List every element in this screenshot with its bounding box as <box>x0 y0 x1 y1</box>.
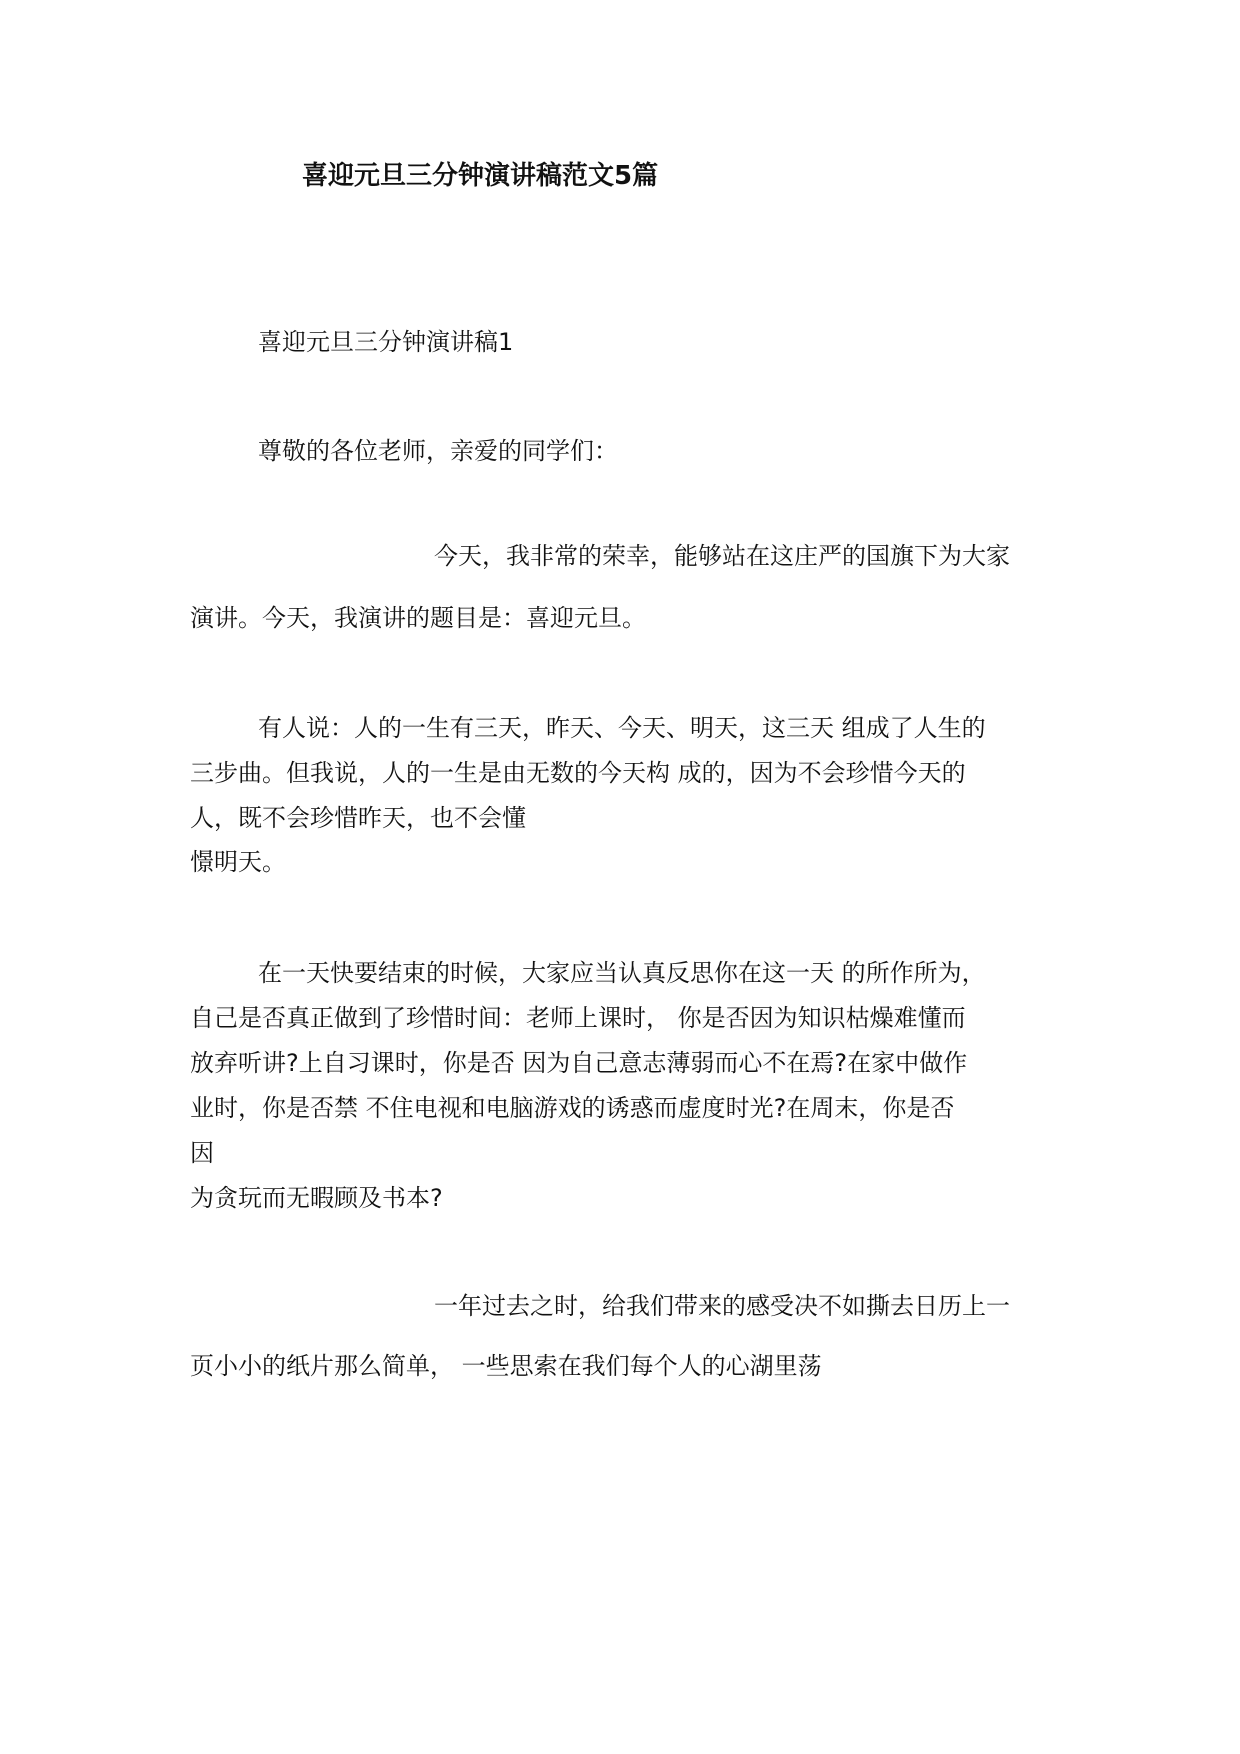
paragraph-line: 业时，你是否禁 不住电视和电脑游戏的诱惑而虚度时光?在周末，你是否 <box>190 1094 955 1122</box>
paragraph-line: 为贪玩而无暇顾及书本? <box>190 1184 443 1212</box>
paragraph-line: 有人说：人的一生有三天，昨天、今天、明天，这三天 组成了人生的 <box>258 714 986 742</box>
paragraph-line: 演讲。今天，我演讲的题目是：喜迎元旦。 <box>190 604 646 632</box>
paragraph-line: 一年过去之时，给我们带来的感受决不如撕去日历上一 <box>434 1292 1010 1320</box>
salutation: 尊敬的各位老师，亲爱的同学们： <box>258 437 618 465</box>
document-title: 喜迎元旦三分钟演讲稿范文5篇 <box>302 161 659 191</box>
paragraph-line: 憬明天。 <box>190 848 286 876</box>
paragraph-line: 三步曲。但我说，人的一生是由无数的今天构 成的，因为不会珍惜今天的 <box>190 759 966 787</box>
paragraph-line: 因 <box>190 1139 214 1167</box>
paragraph-line: 人，既不会珍惜昨天，也不会懂 <box>190 804 526 832</box>
paragraph-line: 页小小的纸片那么简单， 一些思索在我们每个人的心湖里荡 <box>190 1352 822 1380</box>
paragraph-line: 自己是否真正做到了珍惜时间：老师上课时， 你是否因为知识枯燥难懂而 <box>190 1004 966 1032</box>
section-heading: 喜迎元旦三分钟演讲稿1 <box>258 328 514 356</box>
paragraph-line: 今天，我非常的荣幸，能够站在这庄严的国旗下为大家 <box>434 542 1010 570</box>
paragraph-line: 放弃听讲?上自习课时，你是否 因为自己意志薄弱而心不在焉?在家中做作 <box>190 1049 968 1077</box>
paragraph-line: 在一天快要结束的时候，大家应当认真反思你在这一天 的所作所为， <box>258 959 986 987</box>
